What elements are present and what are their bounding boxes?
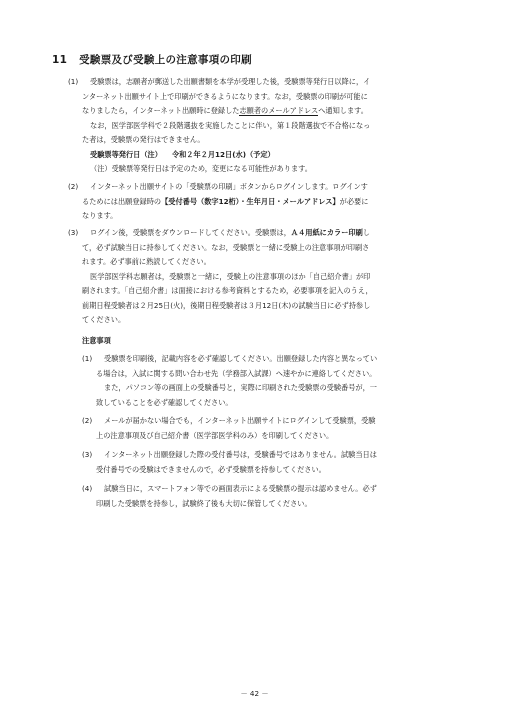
item-3 bbox=[68, 226, 373, 328]
note-2-number: (2) bbox=[82, 416, 93, 425]
note-3 bbox=[82, 448, 377, 477]
item-1-line: ンターネット出願サイト上で印刷ができるようになります。なお，受験票の印刷が可能に bbox=[82, 91, 368, 101]
note-2-line: 上の注意事項及び自己紹介書（医学部医学科のみ）を印刷してください。 bbox=[96, 430, 334, 440]
item-3-line: ログイン後，受験票をダウンロードしてください。受験票は，Ａ４用紙にカラー印刷し bbox=[90, 228, 370, 237]
note-1-line: また，パソコン等の画面上の受験番号と，実際に印刷された受験票の受験番号が，一 bbox=[104, 383, 377, 392]
item-3-line: てください。 bbox=[82, 315, 126, 324]
item-2-line: るためには出願登録時の【受付番号（数字12桁）・生年月日・メールアドレス】が必要に bbox=[82, 196, 369, 206]
item-2-line: インターネット出願サイトの「受験票の印刷」ボタンからログインします。ログインす bbox=[90, 182, 368, 191]
issue-date-label: 受験票等発行日（注） bbox=[90, 149, 162, 159]
item-2-number: (2) bbox=[68, 182, 79, 191]
note-3-line: インターネット出願登録した際の受付番号は，受験番号ではありません。試験当日は bbox=[104, 450, 377, 459]
note-2-line: メールが届かない場合でも，インターネット出願サイトにログインして受験票，受験 bbox=[104, 416, 376, 425]
section-title-text: 受験票及び受験上の注意事項の印刷 bbox=[79, 54, 252, 66]
issue-date-line bbox=[68, 148, 370, 163]
note-4-line: 試験当日に，スマートフォン等での画面表示による受験票の提示は認めません。必ず bbox=[104, 484, 377, 493]
a4-color-print-bold: Ａ４用紙にカラー印刷 bbox=[290, 228, 363, 237]
applicant-email-underlined: 志願者のメールアドレス bbox=[239, 106, 319, 115]
item-2-line: なります。 bbox=[82, 211, 118, 220]
page-number: － 42 － bbox=[240, 689, 269, 698]
section-number: 11 bbox=[52, 54, 68, 66]
item-3-line: 刷されます。「自己紹介書」は面接における参考資料とするため，必要事項を記入のうえ， bbox=[82, 286, 373, 295]
item-3-line: 医学部医学科志願者は，受験票と一緒に，受験上の注意事項のほか「自己紹介書」が印 bbox=[90, 271, 371, 281]
issue-date-value: 令和２年２月12日(水)（予定） bbox=[171, 149, 275, 159]
note-4 bbox=[82, 482, 377, 511]
note-2 bbox=[82, 414, 375, 443]
note-1-line: 受験票を印刷後，記載内容を必ず確認してください。出願登録した内容と異なってい bbox=[104, 354, 378, 363]
item-1-line: なお，医学部医学科で２段階選抜を実施したことに伴い，第１段階選抜で不合格になっ bbox=[90, 120, 371, 130]
note-3-line: 受付番号での受験はできませんので，必ず受験票を持参してください。 bbox=[96, 464, 326, 474]
item-1-number: (1) bbox=[68, 77, 79, 86]
item-3-number: (3) bbox=[68, 228, 79, 237]
note-1-line: る場合は，入試に関する問い合わせ先（学務部入試課）へ速やかに連絡してください。 bbox=[96, 368, 377, 378]
item-1-line: なりましたら，インターネット出願時に登録した志願者のメールアドレスへ通知します。 bbox=[82, 106, 368, 115]
item-3-line: れます。必ず事前に熟読してください。 bbox=[82, 257, 211, 266]
note-1 bbox=[82, 352, 377, 410]
item-3-line: て，必ず試験当日に持参してください。なお，受験票と一緒に受験上の注意事項が印刷さ bbox=[82, 242, 370, 252]
note-4-line: 印刷した受験票を持参し，試験終了後も大切に保管してください。 bbox=[96, 498, 312, 508]
note-1-number: (1) bbox=[82, 354, 93, 363]
item-2 bbox=[68, 180, 368, 224]
notes-heading: 注意事項 bbox=[82, 336, 111, 345]
item-3-line: 前期日程受験者は２月25日(火)，後期日程受験者は３月12日(木)の試験当日に必ず持参し bbox=[82, 300, 371, 310]
note-4-number: (4) bbox=[82, 484, 93, 493]
section-title bbox=[52, 52, 252, 67]
login-credentials-bold: 【受付番号（数字12桁）・生年月日・メールアドレス】 bbox=[161, 196, 340, 206]
issue-date-note: （注）受験票等発行日は予定のため，変更になる可能性があります。 bbox=[90, 164, 312, 173]
item-1 bbox=[68, 75, 370, 177]
item-1-line: 受験票は，志願者が郵送した出願書類を本学が受理した後，受験票等発行日以降に，イ bbox=[90, 77, 371, 86]
note-1-line: 致していることを必ず確認してください。 bbox=[96, 397, 233, 407]
item-1-line: た者は，受験票の発行はできません。 bbox=[82, 135, 205, 144]
note-3-number: (3) bbox=[82, 450, 93, 459]
